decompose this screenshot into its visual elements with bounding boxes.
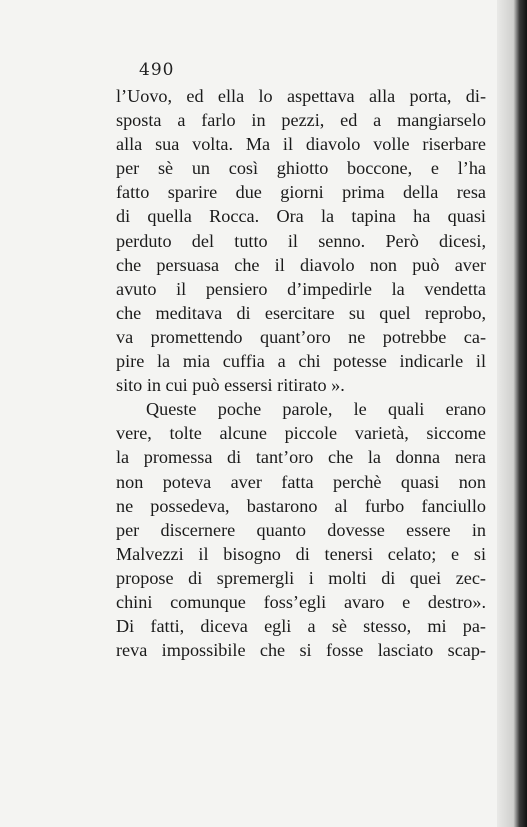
text-line: Queste poche parole, le quali erano bbox=[146, 399, 486, 420]
text-line: pire la mia cuffia a chi potesse indicarle il bbox=[116, 351, 486, 372]
text-line: Malvezzi il bisogno di tenersi celato; e si bbox=[116, 543, 486, 564]
text-line: per sè un così ghiotto boccone, e l’ha bbox=[116, 158, 486, 179]
text-line: ne possedeva, bastarono al furbo fanciullo bbox=[116, 495, 486, 516]
text-line: fatto sparire due giorni prima della resa bbox=[116, 182, 486, 203]
text-line: sposta a farlo in pezzi, ed a mangiarselo bbox=[116, 110, 486, 131]
book-spine-edge bbox=[497, 0, 527, 827]
text-line: di quella Rocca. Ora la tapina ha quasi bbox=[116, 206, 486, 227]
text-line: reva impossibile che si fosse lasciato scap- bbox=[116, 640, 486, 661]
text-line: che persuasa che il diavolo non può aver bbox=[116, 254, 486, 275]
text-line: l’Uovo, ed ella lo aspettava alla porta, di- bbox=[116, 86, 486, 106]
text-line: che meditava di esercitare su quel reprobo, bbox=[116, 302, 486, 323]
text-line: sito in cui può essersi ritirato ». bbox=[116, 375, 345, 396]
text-line: perduto del tutto il senno. Però dicesi, bbox=[116, 230, 486, 251]
text-line: va promettendo quant’oro ne potrebbe ca- bbox=[116, 326, 486, 347]
page-number: 490 bbox=[139, 60, 175, 80]
text-line: propose di spremergli i molti di quei zec- bbox=[116, 567, 486, 588]
text-line: vere, tolte alcune piccole varietà, siccome bbox=[116, 423, 486, 444]
text-line: chini comunque foss’egli avaro e destro». bbox=[116, 591, 486, 612]
body-text bbox=[116, 84, 486, 662]
text-line: la promessa di tant’oro che la donna nera bbox=[116, 447, 486, 468]
text-line: avuto il pensiero d’impedirle la vendetta bbox=[116, 278, 486, 299]
text-line: Di fatti, diceva egli a sè stesso, mi pa- bbox=[116, 616, 486, 637]
text-line: alla sua volta. Ma il diavolo volle riserbare bbox=[116, 134, 486, 155]
text-line: per discernere quanto dovesse essere in bbox=[116, 519, 486, 540]
text-line: non poteva aver fatta perchè quasi non bbox=[116, 471, 486, 492]
